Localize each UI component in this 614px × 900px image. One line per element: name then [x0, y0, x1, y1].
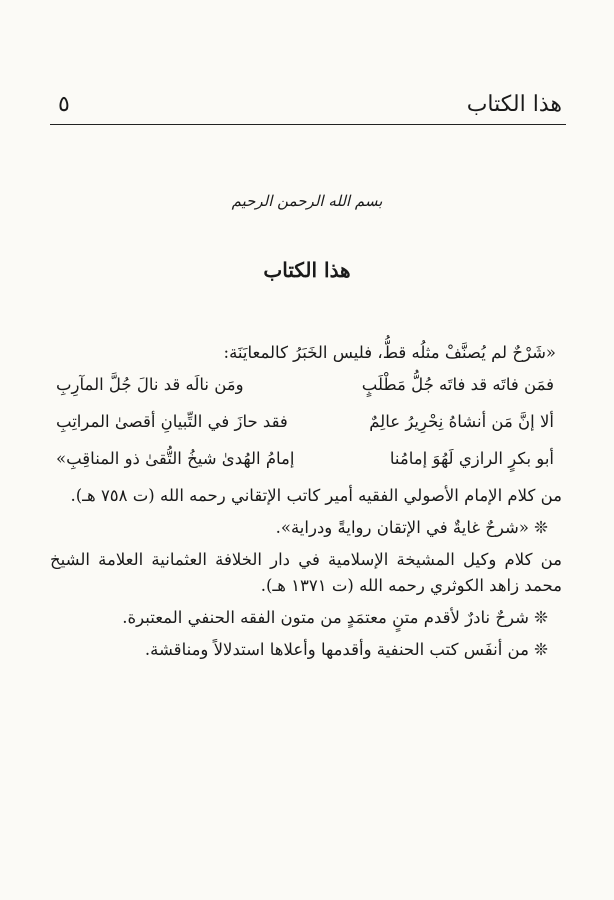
verse-second-hemistich: ومَن نالَه قد نالَ جُلَّ المآرِبِ [56, 375, 244, 394]
verse-first-hemistich: أبو بكرٍ الرازي لَهُوَ إمامُنا [389, 449, 554, 468]
attribution-paragraph: من كلام الإمام الأصولي الفقيه أمير كاتب الإتقاني رحمه الله (ت ٧٥٨ هـ). [70, 486, 562, 505]
running-head [58, 92, 562, 126]
verse-second-hemistich: فقد حازَ في التِّبيانِ أقصىٰ المراتِبِ [56, 412, 288, 431]
verse-first-hemistich: فمَن فاتَه قد فاتَه جُلُّ مَطْلَبٍ [361, 375, 554, 394]
section-title: هذا الكتاب [263, 258, 351, 282]
basmala: بسم الله الرحمن الرحيم [231, 192, 383, 210]
verse-line [56, 446, 554, 472]
attribution-paragraph: من كلام وكيل المشيخة الإسلامية في دار الخلافة العثمانية العلامة الشيخ محمد زاهد الكوثري رحمه الله (ت ١٣٧١ هـ). [50, 550, 562, 595]
verse-first-hemistich: ألا إنَّ مَن أنشاهُ نِحْرِيرُ عالِمٌ [369, 412, 554, 431]
verse-line [56, 409, 554, 435]
bullet-item: ❊ شرحٌ نادرٌ لأقدم متنٍ معتمَدٍ من متون الفقه الحنفي المعتبرة. [122, 608, 548, 627]
verse-second-hemistich: إمامُ الهُدىٰ شيخُ التُّقىٰ ذو المناقِبِ» [56, 449, 295, 468]
running-title: هذا الكتاب [466, 92, 562, 117]
page-number: ٥ [58, 92, 70, 117]
verse-line [56, 372, 554, 398]
intro-text: «شَرْحٌ لم يُصنَّفْ مثلُه قطُّ، فليس الخَبَرُ كالمعايَنَة: [223, 343, 556, 362]
bullet-item: ❊ من أنفَس كتب الحنفية وأقدمها وأعلاها استدلالاً ومناقشة. [144, 640, 548, 659]
quote-bullet: ❊ «شرحٌ غايةٌ في الإتقان روايةً ودراية». [275, 518, 548, 537]
page-body [50, 340, 562, 669]
header-rule [50, 124, 566, 125]
